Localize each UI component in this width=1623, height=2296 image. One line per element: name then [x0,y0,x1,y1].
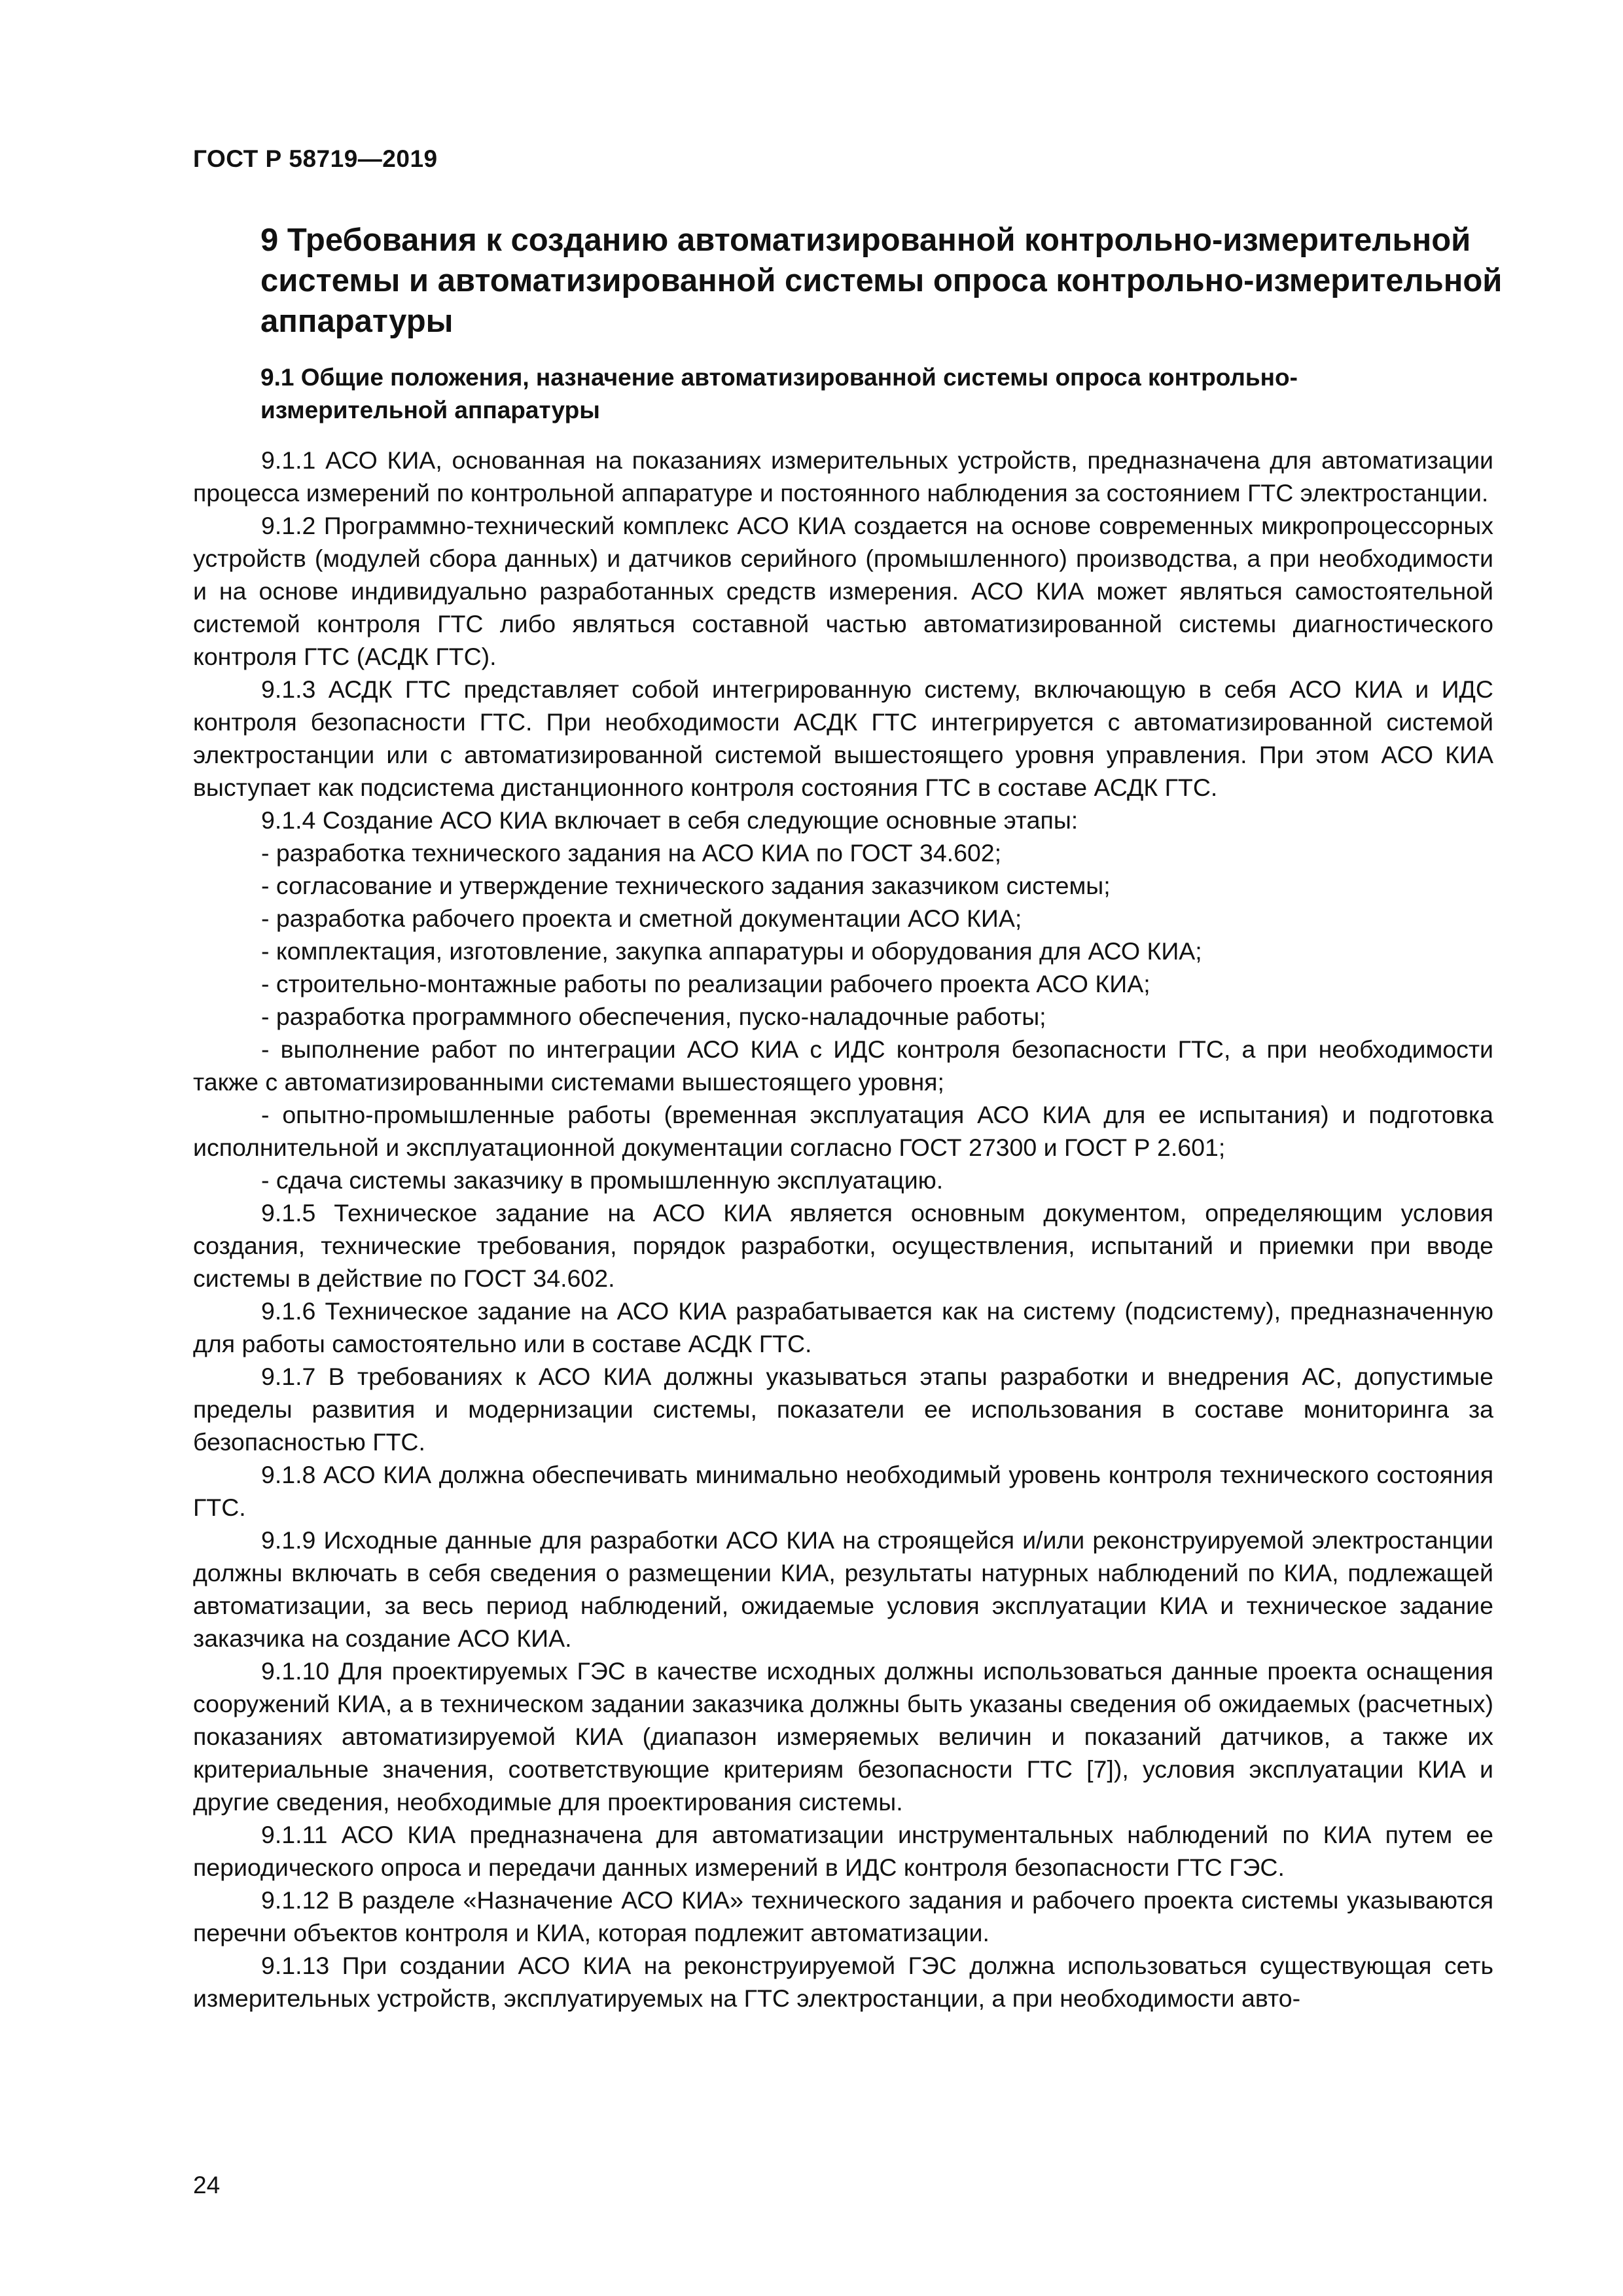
paragraph-9-1-3: 9.1.3 АСДК ГТС представляет собой интегрированную систему, включающую в себя АСО КИА и ИДС контроля безопасности ГТС. При необходимости АСДК ГТС интегрируется с автоматизированной системой электростанции или с автоматизированной системой вышестоящего уровня управления. При этом АСО КИА выступает как подсистема дистанционного контроля состояния ГТС в составе АСДК ГТС. [193,675,1493,801]
paragraph-9-1-11: 9.1.11 АСО КИА предназначена для автоматизации инструментальных наблюдений по КИА путем ее периодического опроса и передачи данных измерений в ИДС контроля безопасности ГТС ГЭС. [193,1821,1493,1881]
list-item: - согласование и утверждение технического задания заказчиком системы; [261,872,1111,899]
paragraph-9-1-4: 9.1.4 Создание АСО КИА включает в себя следующие основные этапы: [261,806,1079,834]
paragraph-9-1-2: 9.1.2 Программно-технический комплекс АСО КИА создается на основе современных микропроцессорных устройств (модулей сбора данных) и датчиков серийного (промышленного) производства, а при необходимости и на основе индивидуально разработанных средств измерения. АСО КИА может являться самостоятельной системой контроля ГТС либо являться составной частью автоматизированной системы диагностического контроля ГТС (АСДК ГТС). [193,512,1493,670]
list-item: - комплектация, изготовление, закупка аппаратуры и оборудования для АСО КИА; [261,937,1202,965]
paragraph-9-1-13: 9.1.13 При создании АСО КИА на реконструируемой ГЭС должна использоваться существующая сеть измерительных устройств, эксплуатируемых на ГТС электростанции, а при необходимости авто- [193,1952,1493,2012]
list-item: - опытно-промышленные работы (временная эксплуатация АСО КИА для ее испытания) и подготовка исполнительной и эксплуатационной документации согласно ГОСТ 27300 и ГОСТ Р 2.601; [193,1101,1493,1161]
paragraph-9-1-7: 9.1.7 В требованиях к АСО КИА должны указываться этапы разработки и внедрения АС, допустимые пределы развития и модернизации системы, показатели ее использования в составе мониторинга за безопасностью ГТС. [193,1363,1493,1456]
list-item: - строительно-монтажные работы по реализации рабочего проекта АСО КИА; [261,970,1150,997]
paragraph-9-1-8: 9.1.8 АСО КИА должна обеспечивать минимально необходимый уровень контроля технического состояния ГТС. [193,1461,1493,1521]
list-item: - сдача системы заказчику в промышленную эксплуатацию. [261,1166,944,1194]
list-item: - выполнение работ по интеграции АСО КИА с ИДС контроля безопасности ГТС, а при необходимости также с автоматизированными системами вышестоящего уровня; [193,1035,1493,1096]
paragraph-9-1-10: 9.1.10 Для проектируемых ГЭС в качестве исходных должны использоваться данные проекта оснащения сооружений КИА, а в техническом задании заказчика должны быть указаны сведения об ожидаемых (расчетных) показаниях автоматизируемой КИА (диапазон измеряемых величин и показаний датчиков, а также их критериальные значения, соответствующие критериям безопасности ГТС [7]), условия эксплуатации КИА и другие сведения, необходимые для проектирования системы. [193,1657,1493,1816]
standard-code: ГОСТ Р 58719—2019 [193,145,438,172]
list-item: - разработка программного обеспечения, пуско-наладочные работы; [261,1003,1046,1030]
list-item: - разработка технического задания на АСО КИА по ГОСТ 34.602; [261,839,1002,867]
body-text [193,444,1493,2015]
page-number: 24 [193,2172,221,2198]
section-title: 9 Требования к созданию автоматизированной контрольно-измерительной системы и автоматизированной системы опроса контрольно-измерительной аппаратуры [260,223,1503,339]
paragraph-9-1-1: 9.1.1 АСО КИА, основанная на показаниях измерительных устройств, предназначена для автоматизации процесса измерений по контрольной аппаратуре и постоянного наблюдения за состоянием ГТС электростанции. [193,446,1493,507]
subsection-title: 9.1 Общие положения, назначение автоматизированной системы опроса контрольно-измерительной аппаратуры [260,364,1298,423]
paragraph-9-1-9: 9.1.9 Исходные данные для разработки АСО КИА на строящейся и/или реконструируемой электростанции должны включать в себя сведения о размещении КИА, результаты натурных наблюдений по КИА, подлежащей автоматизации, за весь период наблюдений, ожидаемые условия эксплуатации КИА и техническое задание заказчика на создание АСО КИА. [193,1526,1493,1652]
paragraph-9-1-6: 9.1.6 Техническое задание на АСО КИА разрабатывается как на систему (подсистему), предназначенную для работы самостоятельно или в составе АСДК ГТС. [193,1297,1493,1357]
paragraph-9-1-12: 9.1.12 В разделе «Назначение АСО КИА» технического задания и рабочего проекта системы указываются перечни объектов контроля и КИА, которая подлежит автоматизации. [193,1886,1493,1946]
paragraph-9-1-5: 9.1.5 Техническое задание на АСО КИА является основным документом, определяющим условия создания, технические требования, порядок разработки, осуществления, испытаний и приемки при вводе системы в действие по ГОСТ 34.602. [193,1199,1493,1292]
list-item: - разработка рабочего проекта и сметной документации АСО КИА; [261,905,1022,932]
